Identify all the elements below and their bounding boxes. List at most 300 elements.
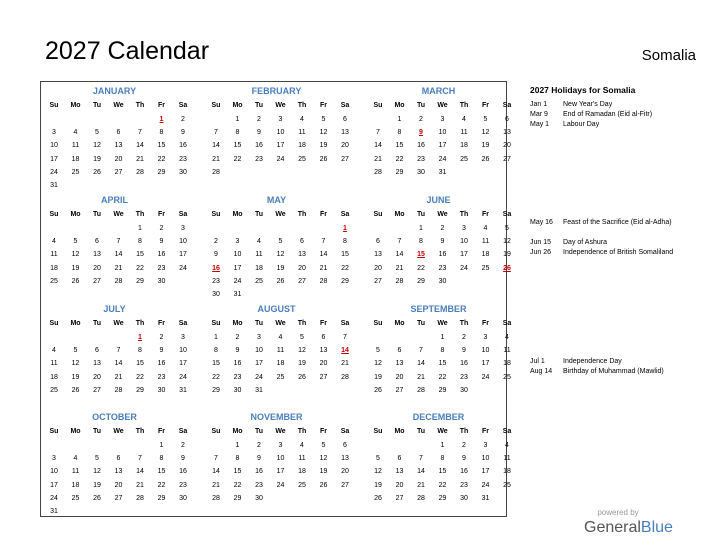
day-cell: 3 bbox=[257, 334, 261, 341]
weekday-header: Tu bbox=[416, 211, 426, 218]
day-cell: 14 bbox=[319, 251, 328, 259]
day-cell: 19 bbox=[71, 264, 80, 272]
day-cell: 26 bbox=[319, 481, 328, 489]
day-cell: 15 bbox=[438, 360, 447, 368]
day-cell: 2 bbox=[440, 225, 445, 232]
day-cell: 24 bbox=[50, 494, 58, 502]
day-cell: 15 bbox=[157, 468, 166, 476]
weekday-header: Mo bbox=[70, 320, 81, 327]
day-cell: 8 bbox=[159, 129, 164, 137]
holidays-title: 2027 Holidays for Somalia bbox=[530, 85, 636, 95]
month-name: OCTOBER bbox=[92, 412, 137, 422]
day-cell: 29 bbox=[233, 494, 242, 502]
day-cell: 6 bbox=[116, 455, 121, 463]
day-cell: 15 bbox=[136, 251, 144, 259]
day-cell: 11 bbox=[255, 251, 263, 259]
day-cell: 21 bbox=[319, 264, 328, 272]
day-cell: 10 bbox=[460, 238, 468, 246]
weekday-header: Su bbox=[211, 428, 221, 435]
weekday-header: We bbox=[275, 320, 286, 327]
day-cell: 20 bbox=[298, 264, 306, 272]
day-cell: 16 bbox=[255, 468, 263, 476]
day-cell: 17 bbox=[50, 481, 58, 489]
day-cell: 7 bbox=[419, 347, 423, 355]
day-cell: 10 bbox=[179, 238, 187, 246]
weekday-header: Fr bbox=[320, 428, 327, 435]
weekday-header: Sa bbox=[340, 211, 350, 218]
weekday-header: Sa bbox=[340, 102, 350, 109]
day-cell: 30 bbox=[417, 168, 425, 176]
day-cell: 1 bbox=[235, 442, 240, 449]
day-cell: 26 bbox=[481, 155, 490, 163]
day-cell: 10 bbox=[481, 455, 490, 463]
day-cell: 26 bbox=[319, 155, 328, 163]
holiday-day-cell: 16 bbox=[212, 264, 220, 272]
day-cell: 18 bbox=[503, 468, 511, 476]
weekday-header: We bbox=[275, 428, 286, 435]
day-cell: 2 bbox=[235, 334, 240, 341]
day-cell: 30 bbox=[212, 291, 220, 298]
weekday-header: Sa bbox=[502, 428, 512, 435]
day-cell: 14 bbox=[417, 468, 425, 476]
day-cell: 19 bbox=[93, 481, 101, 489]
holiday-entry bbox=[530, 238, 695, 247]
day-cell: 24 bbox=[255, 373, 263, 381]
day-cell: 19 bbox=[93, 155, 101, 163]
day-cell: 16 bbox=[460, 468, 468, 476]
day-cell: 13 bbox=[319, 347, 328, 355]
day-cell: 9 bbox=[440, 238, 445, 246]
day-cell: 10 bbox=[481, 347, 490, 355]
day-cell: 6 bbox=[95, 238, 99, 246]
day-cell: 25 bbox=[50, 386, 58, 394]
day-cell: 9 bbox=[159, 238, 164, 246]
day-cell: 28 bbox=[341, 373, 349, 381]
day-cell: 28 bbox=[395, 277, 404, 285]
day-cell: 26 bbox=[374, 494, 382, 502]
day-cell: 16 bbox=[157, 360, 166, 368]
weekday-header: Fr bbox=[158, 320, 165, 327]
day-cell: 17 bbox=[276, 142, 285, 150]
day-cell: 13 bbox=[93, 251, 101, 259]
day-cell: 27 bbox=[319, 373, 328, 381]
weekday-header: Su bbox=[49, 211, 59, 218]
holiday-date: Jun 15 bbox=[530, 239, 552, 246]
day-cell: 4 bbox=[52, 347, 56, 355]
day-cell: 15 bbox=[136, 360, 144, 368]
day-cell: 22 bbox=[438, 373, 447, 381]
day-cell: 20 bbox=[341, 142, 349, 150]
holiday-name: Day of Ashura bbox=[563, 239, 607, 246]
day-cell: 2 bbox=[462, 334, 466, 341]
day-cell: 30 bbox=[460, 494, 468, 502]
day-cell: 30 bbox=[255, 494, 263, 502]
weekday-header: Mo bbox=[232, 211, 243, 218]
day-cell: 4 bbox=[300, 116, 304, 123]
day-cell: 13 bbox=[298, 251, 306, 259]
day-cell: 24 bbox=[481, 481, 490, 489]
day-cell: 17 bbox=[50, 155, 58, 163]
day-cell: 11 bbox=[460, 129, 468, 137]
weekday-header: We bbox=[113, 320, 124, 327]
day-cell: 30 bbox=[179, 494, 187, 502]
day-cell: 28 bbox=[114, 277, 123, 285]
day-cell: 4 bbox=[52, 238, 56, 246]
day-cell: 5 bbox=[95, 129, 99, 137]
day-cell: 3 bbox=[440, 116, 445, 123]
day-cell: 26 bbox=[93, 168, 101, 176]
holiday-day-cell: 26 bbox=[503, 264, 511, 272]
holiday-day-cell: 15 bbox=[417, 251, 425, 259]
day-cell: 14 bbox=[136, 468, 144, 476]
day-cell: 2 bbox=[462, 442, 466, 449]
day-cell: 21 bbox=[395, 264, 404, 272]
weekday-header: We bbox=[113, 428, 124, 435]
day-cell: 29 bbox=[212, 386, 220, 394]
weekday-header: We bbox=[437, 211, 448, 218]
day-cell: 17 bbox=[179, 251, 187, 259]
day-cell: 26 bbox=[276, 277, 285, 285]
day-cell: 31 bbox=[179, 386, 187, 394]
day-cell: 13 bbox=[503, 129, 511, 137]
day-cell: 12 bbox=[298, 347, 306, 355]
weekday-header: Fr bbox=[158, 102, 165, 109]
day-cell: 4 bbox=[257, 238, 261, 246]
holiday-day-cell: 14 bbox=[341, 347, 349, 355]
day-cell: 21 bbox=[136, 481, 144, 489]
day-cell: 3 bbox=[235, 238, 240, 246]
day-cell: 26 bbox=[374, 386, 382, 394]
day-cell: 5 bbox=[483, 116, 488, 123]
day-cell: 23 bbox=[255, 155, 263, 163]
day-cell: 25 bbox=[481, 264, 490, 272]
day-cell: 19 bbox=[276, 264, 285, 272]
day-cell: 27 bbox=[395, 494, 404, 502]
day-cell: 30 bbox=[179, 168, 187, 176]
day-cell: 10 bbox=[438, 129, 447, 137]
holiday-day-cell: 1 bbox=[343, 225, 347, 232]
day-cell: 13 bbox=[395, 360, 404, 368]
day-cell: 29 bbox=[136, 386, 144, 394]
weekday-header: We bbox=[437, 320, 448, 327]
weekday-header: Tu bbox=[254, 428, 264, 435]
day-cell: 21 bbox=[417, 481, 425, 489]
day-cell: 28 bbox=[417, 386, 425, 394]
day-cell: 27 bbox=[298, 277, 306, 285]
day-cell: 14 bbox=[114, 360, 123, 368]
weekday-header: Tu bbox=[416, 320, 426, 327]
day-cell: 5 bbox=[95, 455, 99, 463]
day-cell: 12 bbox=[319, 129, 328, 137]
holiday-entry bbox=[530, 367, 695, 376]
holiday-entry bbox=[530, 218, 695, 227]
day-cell: 6 bbox=[397, 347, 402, 355]
weekday-header: Tu bbox=[92, 211, 102, 218]
day-cell: 4 bbox=[73, 455, 78, 463]
day-cell: 27 bbox=[93, 386, 101, 394]
month-name: SEPTEMBER bbox=[410, 304, 467, 314]
day-cell: 30 bbox=[438, 277, 447, 285]
day-cell: 11 bbox=[503, 347, 511, 355]
day-cell: 24 bbox=[438, 155, 447, 163]
day-cell: 4 bbox=[505, 334, 509, 341]
day-cell: 2 bbox=[181, 116, 185, 123]
day-cell: 30 bbox=[460, 386, 468, 394]
day-cell: 29 bbox=[395, 168, 404, 176]
day-cell: 4 bbox=[505, 442, 509, 449]
holiday-day-cell: 1 bbox=[138, 334, 142, 341]
weekday-header: Fr bbox=[158, 428, 165, 435]
day-cell: 19 bbox=[298, 360, 306, 368]
day-cell: 1 bbox=[397, 116, 402, 123]
month-name: FEBRUARY bbox=[251, 86, 302, 96]
weekday-header: Mo bbox=[70, 428, 81, 435]
day-cell: 24 bbox=[460, 264, 468, 272]
weekday-header: Th bbox=[459, 211, 469, 218]
day-cell: 22 bbox=[136, 373, 144, 381]
day-cell: 12 bbox=[276, 251, 285, 259]
month-name: JULY bbox=[103, 304, 126, 314]
holiday-name: Labour Day bbox=[563, 121, 600, 128]
weekday-header: Th bbox=[135, 211, 145, 218]
month-name: JUNE bbox=[426, 195, 451, 205]
day-cell: 17 bbox=[438, 142, 447, 150]
day-cell: 22 bbox=[438, 481, 447, 489]
holiday-name: Birthday of Muhammad (Mawlid) bbox=[563, 368, 664, 375]
brand-part1: General bbox=[584, 519, 641, 536]
weekday-header: Sa bbox=[178, 320, 188, 327]
day-cell: 1 bbox=[159, 442, 164, 449]
weekday-header: Th bbox=[297, 428, 307, 435]
holiday-name: Feast of the Sacrifice (Eid al-Adha) bbox=[563, 219, 672, 226]
day-cell: 24 bbox=[179, 373, 187, 381]
day-cell: 27 bbox=[395, 386, 404, 394]
day-cell: 1 bbox=[440, 442, 445, 449]
day-cell: 29 bbox=[341, 277, 349, 285]
holiday-entry bbox=[530, 110, 695, 119]
day-cell: 12 bbox=[71, 251, 80, 259]
day-cell: 27 bbox=[341, 155, 349, 163]
day-cell: 11 bbox=[50, 360, 58, 368]
day-cell: 2 bbox=[257, 116, 261, 123]
day-cell: 19 bbox=[503, 251, 511, 259]
month-name: MARCH bbox=[421, 86, 456, 96]
day-cell: 7 bbox=[321, 238, 326, 246]
day-cell: 29 bbox=[438, 494, 447, 502]
day-cell: 23 bbox=[157, 264, 166, 272]
day-cell: 13 bbox=[93, 360, 101, 368]
holiday-day-cell: 9 bbox=[419, 129, 423, 137]
day-cell: 27 bbox=[374, 277, 382, 285]
day-cell: 23 bbox=[417, 155, 425, 163]
day-cell: 18 bbox=[50, 373, 58, 381]
day-cell: 11 bbox=[503, 455, 511, 463]
day-cell: 9 bbox=[235, 347, 240, 355]
day-cell: 26 bbox=[93, 494, 101, 502]
holiday-date: Jan 1 bbox=[530, 101, 548, 108]
weekday-header: Tu bbox=[92, 428, 102, 435]
day-cell: 2 bbox=[159, 334, 164, 341]
day-cell: 7 bbox=[116, 238, 121, 246]
day-cell: 8 bbox=[440, 455, 445, 463]
day-cell: 7 bbox=[138, 129, 142, 137]
day-cell: 9 bbox=[159, 347, 164, 355]
weekday-header: Mo bbox=[394, 102, 405, 109]
day-cell: 18 bbox=[50, 264, 58, 272]
day-cell: 13 bbox=[374, 251, 382, 259]
day-cell: 31 bbox=[438, 168, 447, 176]
day-cell: 12 bbox=[319, 455, 328, 463]
day-cell: 1 bbox=[214, 334, 218, 341]
weekday-header: Th bbox=[297, 102, 307, 109]
weekday-header: We bbox=[275, 211, 286, 218]
weekday-header: Su bbox=[373, 428, 383, 435]
day-cell: 7 bbox=[376, 129, 380, 137]
day-cell: 12 bbox=[374, 468, 382, 476]
holiday-entry bbox=[530, 100, 695, 109]
weekday-header: Fr bbox=[320, 320, 327, 327]
day-cell: 9 bbox=[214, 251, 218, 259]
day-cell: 31 bbox=[481, 494, 490, 502]
weekday-header: Su bbox=[373, 320, 383, 327]
generalblue-logo[interactable] bbox=[584, 518, 673, 538]
weekday-header: Fr bbox=[320, 211, 327, 218]
day-cell: 10 bbox=[179, 347, 187, 355]
weekday-header: Tu bbox=[254, 320, 264, 327]
day-cell: 28 bbox=[136, 168, 144, 176]
day-cell: 21 bbox=[341, 360, 349, 368]
weekday-header: Th bbox=[297, 320, 307, 327]
weekday-header: Tu bbox=[254, 102, 264, 109]
day-cell: 23 bbox=[212, 277, 220, 285]
weekday-header: Mo bbox=[394, 211, 405, 218]
day-cell: 22 bbox=[157, 481, 166, 489]
day-cell: 16 bbox=[233, 360, 242, 368]
page-title: 2027 Calendar bbox=[45, 37, 210, 65]
holiday-date: Jun 26 bbox=[530, 249, 552, 256]
day-cell: 12 bbox=[93, 468, 101, 476]
day-cell: 28 bbox=[136, 494, 144, 502]
day-cell: 12 bbox=[503, 238, 511, 246]
day-cell: 24 bbox=[276, 155, 285, 163]
day-cell: 16 bbox=[179, 142, 187, 150]
day-cell: 26 bbox=[71, 277, 80, 285]
weekday-header: Mo bbox=[232, 428, 243, 435]
day-cell: 11 bbox=[298, 455, 306, 463]
day-cell: 30 bbox=[157, 386, 166, 394]
month-name: DECEMBER bbox=[412, 412, 465, 422]
day-cell: 9 bbox=[257, 129, 261, 137]
weekday-header: Sa bbox=[178, 428, 188, 435]
day-cell: 2 bbox=[181, 442, 185, 449]
day-cell: 15 bbox=[395, 142, 404, 150]
day-cell: 9 bbox=[181, 129, 185, 137]
weekday-header: Fr bbox=[482, 102, 489, 109]
holiday-name: Independence Day bbox=[563, 358, 622, 365]
day-cell: 14 bbox=[395, 251, 404, 259]
day-cell: 29 bbox=[438, 386, 447, 394]
day-cell: 3 bbox=[483, 334, 488, 341]
country-name: Somalia bbox=[641, 47, 696, 64]
day-cell: 31 bbox=[233, 291, 242, 298]
day-cell: 5 bbox=[73, 238, 78, 246]
day-cell: 8 bbox=[235, 129, 240, 137]
day-cell: 18 bbox=[71, 481, 80, 489]
day-cell: 5 bbox=[505, 225, 509, 232]
day-cell: 11 bbox=[50, 251, 58, 259]
day-cell: 20 bbox=[114, 155, 123, 163]
day-cell: 4 bbox=[300, 442, 304, 449]
weekday-header: We bbox=[437, 102, 448, 109]
day-cell: 21 bbox=[212, 481, 220, 489]
day-cell: 28 bbox=[212, 168, 220, 176]
day-cell: 24 bbox=[276, 481, 285, 489]
day-cell: 10 bbox=[255, 347, 263, 355]
holiday-entry bbox=[530, 120, 695, 129]
day-cell: 6 bbox=[321, 334, 326, 341]
day-cell: 20 bbox=[93, 264, 101, 272]
day-cell: 10 bbox=[276, 455, 285, 463]
day-cell: 18 bbox=[481, 251, 490, 259]
day-cell: 15 bbox=[341, 251, 349, 259]
holiday-name: New Year's Day bbox=[563, 101, 613, 108]
weekday-header: Mo bbox=[70, 211, 81, 218]
weekday-header: Mo bbox=[70, 102, 81, 109]
day-cell: 7 bbox=[343, 334, 347, 341]
day-cell: 1 bbox=[235, 116, 240, 123]
day-cell: 16 bbox=[157, 251, 166, 259]
day-cell: 7 bbox=[214, 455, 218, 463]
day-cell: 22 bbox=[417, 264, 425, 272]
weekday-header: Su bbox=[49, 428, 59, 435]
day-cell: 13 bbox=[395, 468, 404, 476]
weekday-header: Th bbox=[135, 428, 145, 435]
day-cell: 28 bbox=[212, 494, 220, 502]
day-cell: 22 bbox=[233, 155, 242, 163]
month-name: APRIL bbox=[101, 195, 128, 205]
holiday-day-cell: 1 bbox=[159, 116, 164, 123]
day-cell: 6 bbox=[376, 238, 380, 246]
day-cell: 31 bbox=[255, 386, 263, 394]
day-cell: 28 bbox=[114, 386, 123, 394]
day-cell: 2 bbox=[214, 238, 218, 246]
weekday-header: Tu bbox=[416, 428, 426, 435]
day-cell: 23 bbox=[438, 264, 447, 272]
day-cell: 2 bbox=[257, 442, 261, 449]
weekday-header: Th bbox=[135, 102, 145, 109]
day-cell: 31 bbox=[50, 508, 58, 515]
day-cell: 25 bbox=[71, 494, 80, 502]
day-cell: 18 bbox=[503, 360, 511, 368]
day-cell: 11 bbox=[298, 129, 306, 137]
day-cell: 3 bbox=[278, 442, 283, 449]
day-cell: 4 bbox=[483, 225, 488, 232]
day-cell: 24 bbox=[481, 373, 490, 381]
day-cell: 9 bbox=[462, 455, 466, 463]
day-cell: 20 bbox=[341, 468, 349, 476]
day-cell: 18 bbox=[298, 142, 306, 150]
day-cell: 15 bbox=[233, 468, 242, 476]
day-cell: 27 bbox=[114, 494, 123, 502]
day-cell: 25 bbox=[71, 168, 80, 176]
day-cell: 8 bbox=[138, 347, 142, 355]
day-cell: 14 bbox=[374, 142, 382, 150]
day-cell: 15 bbox=[438, 468, 447, 476]
weekday-header: Mo bbox=[394, 428, 405, 435]
day-cell: 22 bbox=[341, 264, 349, 272]
weekday-header: Th bbox=[459, 320, 469, 327]
holiday-date: May 16 bbox=[530, 219, 553, 226]
